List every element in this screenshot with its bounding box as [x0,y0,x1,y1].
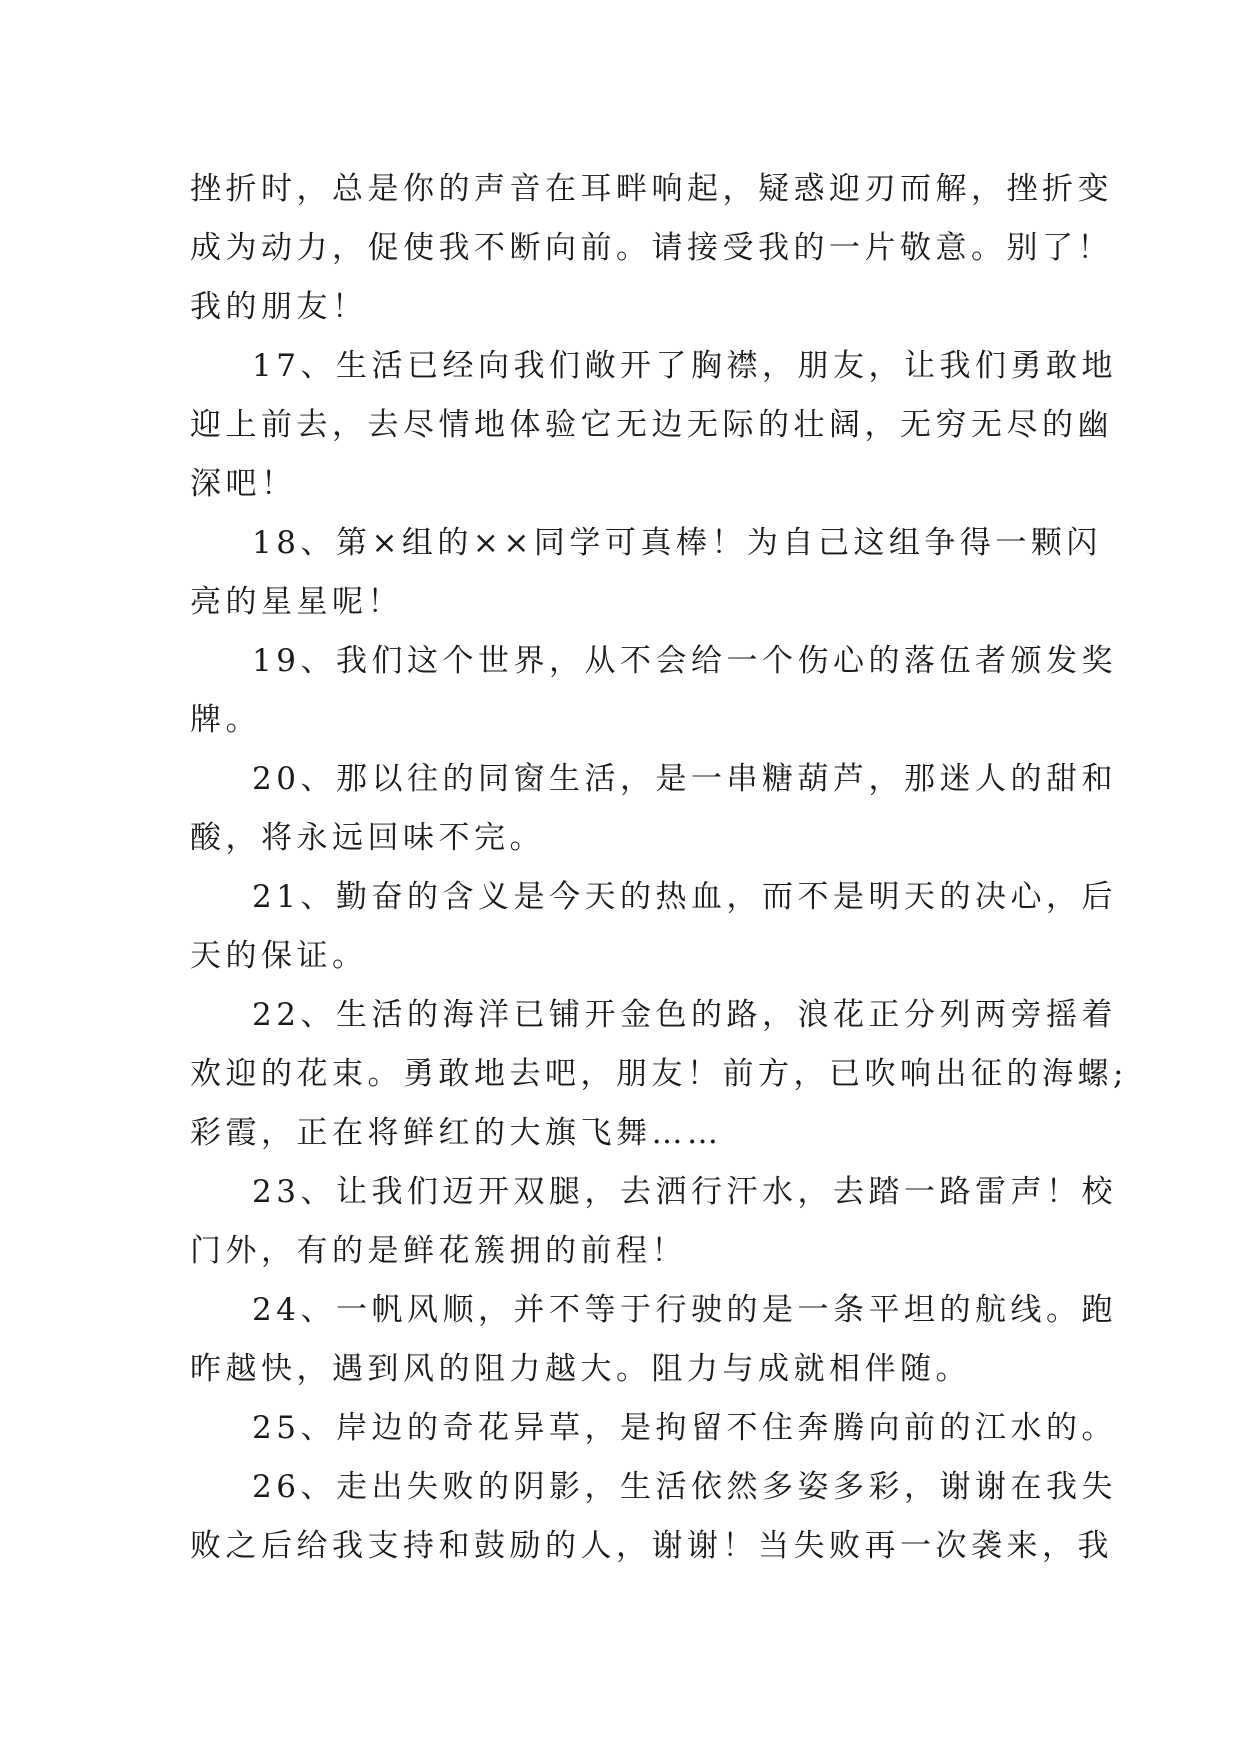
text-line: 19、我们这个世界，从不会给一个伤心的落伍者颁发奖 [252,643,1117,679]
text-line: 26、走出失败的阴影，生活依然多姿多彩，谢谢在我失 [252,1469,1117,1505]
text-line: 亮的星星呢！ [190,584,403,620]
text-line: 门外，有的是鲜花簇拥的前程！ [190,1233,687,1269]
text-line: 18、第×组的××同学可真棒！为自己这组争得一颗闪 [252,525,1102,561]
text-line: 我的朋友！ [190,289,368,325]
text-line: 天的保证。 [190,938,368,974]
text-line: 20、那以往的同窗生活，是一串糖葫芦，那迷人的甜和 [252,761,1117,797]
text-line: 成为动力，促使我不断向前。请接受我的一片敬意。别了！ [190,230,1113,266]
text-line: 牌。 [190,702,261,738]
text-line: 22、生活的海洋已铺开金色的路，浪花正分列两旁摇着 [252,997,1117,1033]
text-line: 17、生活已经向我们敞开了胸襟，朋友，让我们勇敢地 [252,348,1117,384]
text-line: 23、让我们迈开双腿，去洒行汗水，去踏一路雷声！校 [252,1174,1117,1210]
text-line: 24、一帆风顺，并不等于行驶的是一条平坦的航线。跑 [252,1292,1117,1328]
document-text-body [190,160,1128,1576]
text-line: 败之后给我支持和鼓励的人，谢谢！当失败再一次袭来，我 [190,1528,1113,1564]
text-line: 彩霞，正在将鲜红的大旗飞舞…… [190,1115,723,1151]
text-line: 酸，将永远回味不完。 [190,820,545,856]
text-line: 迎上前去，去尽情地体验它无边无际的壮阔，无穷无尽的幽 [190,407,1113,443]
text-line: 挫折时，总是你的声音在耳畔响起，疑惑迎刃而解，挫折变 [190,171,1113,207]
text-line: 昨越快，遇到风的阻力越大。阻力与成就相伴随。 [190,1351,971,1387]
text-line: 欢迎的花束。勇敢地去吧，朋友！前方，已吹响出征的海螺; [190,1056,1128,1092]
text-line: 21、勤奋的含义是今天的热血，而不是明天的决心，后 [252,879,1117,915]
text-line: 深吧！ [190,466,297,502]
text-line: 25、岸边的奇花异草，是拘留不住奔腾向前的江水的。 [252,1410,1117,1446]
